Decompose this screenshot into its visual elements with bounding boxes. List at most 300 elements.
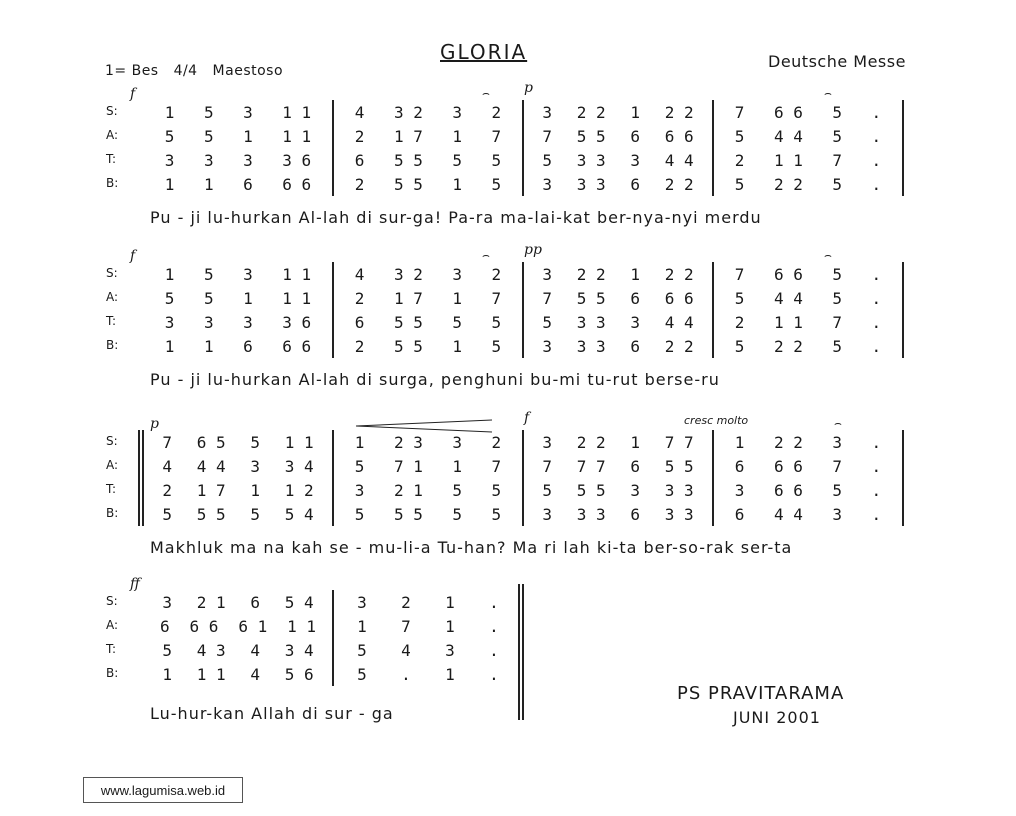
dynamic-marking: f — [130, 248, 136, 264]
beat-note: 4 — [162, 456, 172, 476]
beat-note: 3 — [542, 102, 552, 122]
beat-note: 7 — [542, 288, 552, 308]
beat-note: 4 4 — [773, 126, 803, 146]
beat-note: 2 2 — [773, 174, 803, 194]
beat-note: . — [871, 126, 882, 146]
voice-row-b — [100, 334, 900, 358]
voice-label: B: — [106, 506, 119, 520]
beat-note: 5 — [832, 174, 843, 194]
beat-note: 6 6 — [773, 480, 803, 500]
beat-note: 6 — [734, 504, 745, 524]
voice-row-s — [100, 262, 900, 286]
beat-note: 5 6 — [284, 664, 314, 684]
beat-note: . — [871, 336, 882, 356]
beat-note: 5 5 — [393, 174, 423, 194]
beat-note: 7 7 — [576, 456, 606, 476]
beat-note: 5 — [203, 288, 214, 308]
beat-note: 1 7 — [393, 126, 423, 146]
beat-note: 5 — [162, 640, 172, 660]
measure — [720, 286, 896, 310]
beat-note: 5 — [162, 504, 172, 524]
measure — [530, 478, 706, 502]
voice-label: T: — [106, 314, 117, 328]
measure — [530, 502, 706, 526]
beat-note: 5 — [832, 126, 843, 146]
beat-note: 5 5 — [576, 480, 606, 500]
dynamic-marking: ff — [130, 576, 140, 592]
measure — [340, 100, 516, 124]
beat-note: 1 — [630, 432, 640, 452]
voice-label: T: — [106, 152, 117, 166]
beat-note: . — [871, 312, 882, 332]
beat-note: 2 2 — [773, 432, 803, 452]
voice-row-a — [100, 124, 900, 148]
beat-note: 4 4 — [664, 150, 694, 170]
barline — [522, 262, 524, 358]
voice-label: S: — [106, 266, 118, 280]
beat-note: 6 6 — [664, 126, 694, 146]
measure — [530, 100, 706, 124]
beat-note: 5 — [832, 480, 843, 500]
beat-note: 6 6 — [282, 336, 312, 356]
beat-note: 3 — [542, 174, 552, 194]
beat-note: 1 — [445, 592, 455, 612]
barline — [522, 430, 524, 526]
beat-note: 2 2 — [576, 102, 606, 122]
beat-note: 3 — [203, 150, 214, 170]
beat-note: 3 4 — [284, 640, 314, 660]
lyrics-line: Makhluk ma na kah se - mu-li-a Tu-han? Ma ri lah ki-ta ber-so-rak ser-ta — [150, 538, 793, 557]
beat-note: 2 — [734, 312, 745, 332]
beat-note: 6 — [630, 456, 640, 476]
beat-note: 3 — [452, 102, 463, 122]
measure — [720, 262, 896, 286]
beat-note: 1 1 — [284, 432, 314, 452]
measure — [150, 430, 326, 454]
beat-note: 5 5 — [576, 288, 606, 308]
beat-note: 1 — [164, 102, 175, 122]
beat-note: 1 — [452, 126, 463, 146]
beat-note: 5 — [491, 150, 502, 170]
end-barline — [522, 584, 524, 720]
measure — [150, 172, 326, 196]
beat-note: . — [871, 264, 882, 284]
beat-note: . — [489, 616, 499, 636]
beat-note: 2 — [354, 174, 365, 194]
voice-row-a — [100, 286, 900, 310]
measure — [530, 172, 706, 196]
beat-note: 5 — [354, 504, 365, 524]
voice-label: S: — [106, 434, 118, 448]
beat-note: 7 — [401, 616, 411, 636]
beat-note: 2 1 — [393, 480, 423, 500]
beat-note: 2 2 — [664, 174, 694, 194]
beat-note: 5 — [357, 664, 367, 684]
beat-note: 5 — [491, 312, 502, 332]
key-tempo-line — [105, 63, 293, 79]
measure — [150, 478, 326, 502]
measure — [530, 262, 706, 286]
beat-note: 2 — [354, 288, 365, 308]
beat-note: 1 7 — [393, 288, 423, 308]
voice-label: A: — [106, 128, 119, 142]
beat-note: 1 1 — [282, 126, 312, 146]
measure — [150, 148, 326, 172]
staff-rows — [100, 100, 900, 196]
measure — [720, 454, 896, 478]
beat-note: 1 — [445, 664, 455, 684]
beat-note: 4 — [354, 264, 365, 284]
beat-note: 6 — [243, 336, 253, 356]
measure — [340, 638, 516, 662]
beat-note: 5 — [542, 480, 552, 500]
measure — [340, 148, 516, 172]
beat-note: 1 — [243, 288, 253, 308]
beat-note: . — [871, 150, 882, 170]
beat-note: . — [489, 664, 499, 684]
measure — [530, 286, 706, 310]
barline — [332, 262, 334, 358]
beat-note: 3 — [445, 640, 455, 660]
beat-note: 5 5 — [664, 456, 694, 476]
beat-note: 1 — [452, 456, 463, 476]
voice-row-s — [100, 430, 900, 454]
beat-note: 3 — [250, 456, 260, 476]
beat-note: 3 — [452, 264, 463, 284]
voice-label: B: — [106, 666, 119, 680]
fermata-icon: ⌢ — [824, 86, 832, 100]
beat-note: 6 6 — [189, 616, 219, 636]
fermata-icon: ⌢ — [482, 248, 490, 262]
source-label: Deutsche Messe — [768, 52, 906, 71]
voice-row-t — [100, 310, 900, 334]
beat-note: 6 — [354, 312, 365, 332]
beat-note: 1 1 — [773, 150, 803, 170]
beat-note: 3 — [542, 504, 552, 524]
beat-note: 5 — [452, 504, 463, 524]
beat-note: 2 — [734, 150, 745, 170]
beat-note: 4 4 — [773, 504, 803, 524]
beat-note: 2 2 — [664, 102, 694, 122]
beat-note: 5 — [734, 336, 745, 356]
dynamic-marking: p — [150, 416, 159, 432]
voice-label: T: — [106, 642, 117, 656]
lyrics-line: Pu - ji lu-hurkan Al-lah di sur-ga! Pa-ra ma-lai-kat ber-nya-nyi merdu — [150, 208, 762, 227]
beat-note: 3 — [734, 480, 745, 500]
beat-note: 5 — [354, 456, 365, 476]
voice-row-t — [100, 638, 900, 662]
end-barline — [518, 584, 520, 720]
lyrics-line: Pu - ji lu-hurkan Al-lah di surga, penghuni bu-mi tu-rut berse-ru — [150, 370, 720, 389]
barline — [712, 100, 714, 196]
measure — [720, 100, 896, 124]
beat-note: 5 — [452, 480, 463, 500]
beat-note: 4 4 — [196, 456, 226, 476]
beat-note: 2 2 — [576, 432, 606, 452]
beat-note: 1 — [357, 616, 367, 636]
beat-note: 1 — [452, 288, 463, 308]
measure — [530, 310, 706, 334]
score-system — [100, 80, 900, 227]
beat-note: 1 2 — [284, 480, 314, 500]
measure — [340, 662, 516, 686]
beat-note: 1 — [203, 336, 214, 356]
lyrics-line: Lu-hur-kan Allah di sur - ga — [150, 704, 394, 723]
beat-note: 6 5 — [196, 432, 226, 452]
beat-note: 2 2 — [664, 264, 694, 284]
beat-note: 3 4 — [284, 456, 314, 476]
beat-note: . — [871, 174, 882, 194]
beat-note: 1 — [203, 174, 214, 194]
beat-note: 6 1 — [238, 616, 268, 636]
beat-note: 1 — [445, 616, 455, 636]
beat-note: . — [489, 592, 499, 612]
voice-row-a — [100, 454, 900, 478]
voice-label: S: — [106, 594, 118, 608]
beat-note: 3 — [542, 264, 552, 284]
beat-note: 1 — [164, 174, 175, 194]
beat-note: 6 — [630, 336, 640, 356]
barline — [712, 430, 714, 526]
beat-note: 6 — [354, 150, 365, 170]
beat-note: 5 — [491, 174, 502, 194]
beat-note: 3 6 — [282, 312, 312, 332]
barline — [332, 100, 334, 196]
beat-note: 6 — [630, 174, 640, 194]
voice-row-b — [100, 502, 900, 526]
measure — [340, 262, 516, 286]
beat-note: 7 1 — [393, 456, 423, 476]
beat-note: 1 — [162, 664, 172, 684]
beat-note: 5 — [832, 264, 843, 284]
beat-note: 3 3 — [664, 504, 694, 524]
measure — [150, 502, 326, 526]
beat-note: 6 6 — [773, 456, 803, 476]
voice-label: A: — [106, 618, 119, 632]
beat-note: 5 — [250, 432, 260, 452]
beat-note: 5 — [203, 126, 214, 146]
arranger-name: PS PRAVITARAMA — [677, 683, 845, 704]
measure — [340, 590, 516, 614]
beat-note: . — [871, 288, 882, 308]
beat-note: 4 4 — [664, 312, 694, 332]
beat-note: 3 — [357, 592, 367, 612]
measure — [720, 172, 896, 196]
beat-note: 5 — [164, 288, 175, 308]
song-title: GLORIA — [440, 40, 528, 64]
beat-note: 2 — [162, 480, 172, 500]
dynamic-marking: p — [524, 80, 533, 96]
beat-note: 3 — [832, 504, 843, 524]
beat-note: 1 — [452, 336, 463, 356]
beat-note: 4 — [401, 640, 411, 660]
beat-note: 1 — [164, 264, 175, 284]
beat-note: 5 5 — [393, 312, 423, 332]
beat-note: 3 — [542, 336, 552, 356]
cresc-marking: cresc molto — [684, 414, 749, 427]
beat-note: 3 — [162, 592, 172, 612]
beat-note: 6 6 — [773, 102, 803, 122]
beat-note: 2 — [491, 102, 502, 122]
beat-note: 5 — [832, 288, 843, 308]
fermata-icon: ⌢ — [824, 248, 832, 262]
beat-note: 1 1 — [196, 664, 226, 684]
beat-note: 7 — [734, 264, 745, 284]
barline — [332, 430, 334, 526]
beat-note: 1 — [164, 336, 175, 356]
measure — [340, 124, 516, 148]
beat-note: . — [489, 640, 499, 660]
beat-note: 5 — [203, 102, 214, 122]
beat-note: 2 3 — [393, 432, 423, 452]
measure — [150, 614, 326, 638]
beat-note: 5 — [164, 126, 175, 146]
measure — [150, 334, 326, 358]
beat-note: 1 — [243, 126, 253, 146]
beat-note: 7 — [542, 456, 552, 476]
beat-note: 3 — [832, 432, 843, 452]
beat-note: 5 — [357, 640, 367, 660]
measure — [340, 334, 516, 358]
beat-note: 5 5 — [196, 504, 226, 524]
beat-note: 1 1 — [773, 312, 803, 332]
time-signature: 4/4 — [173, 63, 198, 79]
beat-note: 3 — [243, 150, 253, 170]
barline — [522, 100, 524, 196]
beat-note: 7 — [162, 432, 172, 452]
beat-note: 2 — [354, 126, 365, 146]
voice-row-b — [100, 172, 900, 196]
beat-note: 1 7 — [196, 480, 226, 500]
measure — [720, 430, 896, 454]
beat-note: 6 — [250, 592, 260, 612]
measure — [720, 478, 896, 502]
beat-note: 3 2 — [393, 102, 423, 122]
measure — [340, 478, 516, 502]
beat-note: 2 — [401, 592, 411, 612]
beat-note: 3 — [164, 312, 175, 332]
measure — [530, 430, 706, 454]
barline — [902, 100, 904, 196]
measure — [150, 100, 326, 124]
beat-note: 2 2 — [773, 336, 803, 356]
beat-note: 7 — [542, 126, 552, 146]
score-system — [100, 410, 900, 557]
beat-note: 6 6 — [664, 288, 694, 308]
beat-note: 3 3 — [664, 480, 694, 500]
beat-note: 7 — [491, 456, 502, 476]
beat-note: 3 3 — [576, 504, 606, 524]
beat-note: 3 3 — [576, 174, 606, 194]
beat-note: 1 — [354, 432, 365, 452]
beat-note: 2 — [354, 336, 365, 356]
beat-note: 5 — [734, 288, 745, 308]
measure — [150, 638, 326, 662]
beat-note: 5 4 — [284, 592, 314, 612]
beat-note: 3 — [354, 480, 365, 500]
fermata-icon: ⌢ — [482, 86, 490, 100]
beat-note: 3 — [243, 102, 253, 122]
beat-note: 5 — [250, 504, 260, 524]
beat-note: 1 — [630, 264, 640, 284]
voice-label: S: — [106, 104, 118, 118]
beat-note: 4 4 — [773, 288, 803, 308]
beat-note: 2 2 — [576, 264, 606, 284]
measure — [340, 286, 516, 310]
beat-note: 7 — [491, 126, 502, 146]
beat-note: 5 5 — [393, 504, 423, 524]
beat-note: 7 — [491, 288, 502, 308]
beat-note: 6 — [734, 456, 745, 476]
beat-note: 5 — [491, 504, 502, 524]
beat-note: 5 5 — [576, 126, 606, 146]
beat-note: 3 — [243, 312, 253, 332]
beat-note: 6 — [630, 288, 640, 308]
beat-note: 1 — [452, 174, 463, 194]
beat-note: . — [871, 504, 882, 524]
beat-note: 3 3 — [576, 150, 606, 170]
beat-note: 5 — [734, 174, 745, 194]
measure — [530, 334, 706, 358]
measure — [150, 286, 326, 310]
beat-note: 1 1 — [282, 288, 312, 308]
tempo-marking: Maestoso — [212, 63, 284, 79]
beat-note: 5 — [832, 336, 843, 356]
barline — [712, 262, 714, 358]
barline — [332, 590, 334, 686]
beat-note: 7 — [832, 150, 843, 170]
composition-date: JUNI 2001 — [733, 708, 821, 727]
voice-label: A: — [106, 290, 119, 304]
dynamic-marking: f — [130, 86, 136, 102]
beat-note: 3 — [164, 150, 175, 170]
beat-note: . — [871, 102, 882, 122]
beat-note: 5 — [832, 102, 843, 122]
measure — [340, 172, 516, 196]
beat-note: 6 — [159, 616, 170, 636]
dynamic-marking: f — [524, 410, 530, 426]
beat-note: 5 — [452, 312, 463, 332]
beat-note: 1 — [630, 102, 640, 122]
voice-label: T: — [106, 482, 117, 496]
measure — [150, 662, 326, 686]
beat-note: 7 — [832, 456, 843, 476]
voice-row-s — [100, 100, 900, 124]
repeat-barline — [138, 430, 140, 526]
voice-label: B: — [106, 176, 119, 190]
voice-row-s — [100, 590, 900, 614]
beat-note: 2 1 — [196, 592, 226, 612]
beat-note: 6 — [630, 126, 640, 146]
beat-note: 5 4 — [284, 504, 314, 524]
beat-note: 1 — [734, 432, 745, 452]
measure — [720, 334, 896, 358]
beat-note: 4 — [250, 640, 260, 660]
measure — [720, 310, 896, 334]
website-link[interactable]: www.lagumisa.web.id — [83, 777, 243, 803]
beat-note: 3 3 — [576, 312, 606, 332]
measure — [720, 502, 896, 526]
beat-note: 2 2 — [664, 336, 694, 356]
dynamic-marking: pp — [524, 242, 542, 258]
beat-note: 1 1 — [282, 102, 312, 122]
beat-note: 5 — [542, 312, 552, 332]
beat-note: 5 — [203, 264, 214, 284]
beat-note: . — [871, 480, 882, 500]
measure — [340, 614, 516, 638]
beat-note: 2 — [491, 432, 502, 452]
score-system — [100, 242, 900, 389]
